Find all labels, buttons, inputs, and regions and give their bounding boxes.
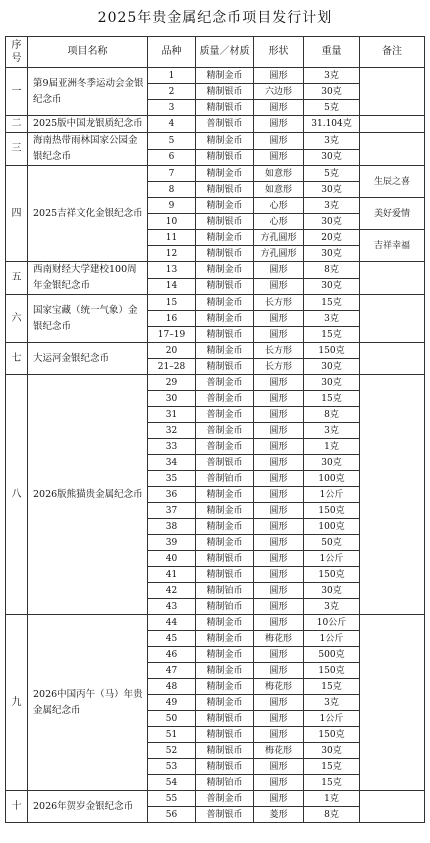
quality-material: 普制银币 [196,455,254,471]
shape: 圆形 [254,391,304,407]
remark [360,375,425,615]
quality-material: 精制银币 [196,567,254,583]
variety-number: 13 [148,262,196,279]
shape: 圆形 [254,503,304,519]
quality-material: 精制银币 [196,182,254,198]
header-variety: 品种 [148,37,196,68]
row-seq: 一 [6,68,28,116]
weight: 3克 [304,599,360,615]
weight: 8克 [304,262,360,279]
weight: 30克 [304,743,360,759]
weight: 150克 [304,343,360,359]
shape: 圆形 [254,375,304,391]
variety-number: 55 [148,791,196,807]
quality-material: 精制银币 [196,359,254,375]
variety-number: 3 [148,100,196,116]
variety-number: 40 [148,551,196,567]
row-seq: 七 [6,343,28,375]
shape: 圆形 [254,519,304,535]
quality-material: 精制金币 [196,615,254,631]
header-shape: 形状 [254,37,304,68]
quality-material: 精制铂币 [196,775,254,791]
table-row [6,116,425,133]
quality-material: 精制金币 [196,68,254,84]
weight: 30克 [304,214,360,230]
weight: 10公斤 [304,615,360,631]
variety-number: 51 [148,727,196,743]
variety-number: 14 [148,278,196,295]
weight: 30克 [304,84,360,100]
weight: 20克 [304,230,360,246]
weight: 1公斤 [304,551,360,567]
header-weight: 重量 [304,37,360,68]
weight: 31.104克 [304,116,360,133]
variety-number: 37 [148,503,196,519]
weight: 30克 [304,246,360,262]
variety-number: 21–28 [148,359,196,375]
variety-number: 44 [148,615,196,631]
variety-number: 8 [148,182,196,198]
issuance-plan-table [5,36,425,823]
remark [360,791,425,823]
weight: 3克 [304,198,360,214]
variety-number: 2 [148,84,196,100]
row-seq: 四 [6,166,28,262]
table-row [6,791,425,807]
variety-number: 20 [148,343,196,359]
quality-material: 精制银币 [196,711,254,727]
project-name: 第9届亚洲冬季运动会金银纪念币 [28,68,148,116]
variety-number: 16 [148,311,196,327]
quality-material: 精制金币 [196,133,254,150]
shape: 圆形 [254,727,304,743]
shape: 方孔圆形 [254,246,304,262]
quality-material: 精制银币 [196,214,254,230]
variety-number: 43 [148,599,196,615]
quality-material: 精制银币 [196,327,254,343]
row-seq: 二 [6,116,28,133]
row-seq: 六 [6,295,28,343]
quality-material: 普制金币 [196,375,254,391]
remark [360,295,425,343]
quality-material: 普制铂币 [196,471,254,487]
shape: 圆形 [254,116,304,133]
header-seq: 序号 [6,37,28,68]
shape: 圆形 [254,68,304,84]
shape: 圆形 [254,583,304,599]
shape: 圆形 [254,149,304,166]
table-row [6,133,425,150]
shape: 长方形 [254,343,304,359]
shape: 圆形 [254,535,304,551]
quality-material: 精制银币 [196,84,254,100]
row-seq: 五 [6,262,28,295]
variety-number: 35 [148,471,196,487]
quality-material: 精制金币 [196,647,254,663]
quality-material: 精制金币 [196,295,254,311]
weight: 15克 [304,759,360,775]
weight: 100克 [304,519,360,535]
shape: 菱形 [254,807,304,823]
variety-number: 54 [148,775,196,791]
variety-number: 42 [148,583,196,599]
shape: 心形 [254,198,304,214]
weight: 1公斤 [304,631,360,647]
quality-material: 普制金币 [196,407,254,423]
quality-material: 精制银币 [196,149,254,166]
weight: 3克 [304,133,360,150]
weight: 3克 [304,311,360,327]
variety-number: 45 [148,631,196,647]
weight: 5克 [304,100,360,116]
quality-material: 精制金币 [196,230,254,246]
variety-number: 49 [148,695,196,711]
weight: 15克 [304,775,360,791]
variety-number: 32 [148,423,196,439]
weight: 3克 [304,695,360,711]
variety-number: 34 [148,455,196,471]
quality-material: 普制金币 [196,791,254,807]
quality-material: 精制银币 [196,743,254,759]
variety-number: 31 [148,407,196,423]
variety-number: 52 [148,743,196,759]
variety-number: 5 [148,133,196,150]
quality-material: 精制银币 [196,727,254,743]
table-row [6,295,425,311]
project-name: 大运河金银纪念币 [28,343,148,375]
weight: 30克 [304,455,360,471]
shape: 如意形 [254,182,304,198]
quality-material: 精制金币 [196,679,254,695]
quality-material: 精制金币 [196,695,254,711]
remark: 生辰之喜 [360,166,425,198]
quality-material: 普制银币 [196,807,254,823]
row-seq: 十 [6,791,28,823]
weight: 30克 [304,278,360,295]
remark: 美好爱情 [360,198,425,230]
project-name: 2026年贺岁金银纪念币 [28,791,148,823]
table-row [6,262,425,279]
shape: 如意形 [254,166,304,182]
variety-number: 29 [148,375,196,391]
remark [360,68,425,116]
weight: 1克 [304,439,360,455]
quality-material: 精制金币 [196,503,254,519]
quality-material: 精制金币 [196,631,254,647]
project-name: 2025吉祥文化金银纪念币 [28,166,148,262]
project-name: 西南财经大学建校100周年金银纪念币 [28,262,148,295]
variety-number: 17–19 [148,327,196,343]
shape: 圆形 [254,311,304,327]
weight: 30克 [304,375,360,391]
row-seq: 八 [6,375,28,615]
shape: 圆形 [254,791,304,807]
variety-number: 46 [148,647,196,663]
weight: 150克 [304,663,360,679]
weight: 150克 [304,727,360,743]
shape: 圆形 [254,615,304,631]
shape: 圆形 [254,711,304,727]
remark [360,615,425,791]
quality-material: 精制银币 [196,759,254,775]
shape: 方孔圆形 [254,230,304,246]
shape: 圆形 [254,423,304,439]
quality-material: 精制银币 [196,246,254,262]
table-row [6,343,425,359]
weight: 1公斤 [304,487,360,503]
shape: 长方形 [254,359,304,375]
quality-material: 精制金币 [196,311,254,327]
remark [360,116,425,133]
shape: 圆形 [254,278,304,295]
quality-material: 精制金币 [196,198,254,214]
quality-material: 普制银币 [196,116,254,133]
shape: 心形 [254,214,304,230]
weight: 150克 [304,503,360,519]
page-title: 2025年贵金属纪念币项目发行计划 [97,10,333,26]
variety-number: 56 [148,807,196,823]
project-name: 2026中国丙午（马）年贵金属纪念币 [28,615,148,791]
shape: 圆形 [254,327,304,343]
quality-material: 精制银币 [196,100,254,116]
variety-number: 47 [148,663,196,679]
quality-material: 精制金币 [196,663,254,679]
variety-number: 53 [148,759,196,775]
weight: 8克 [304,407,360,423]
header-quality-material: 质量／材质 [196,37,254,68]
row-seq: 九 [6,615,28,791]
weight: 100克 [304,471,360,487]
variety-number: 12 [148,246,196,262]
variety-number: 9 [148,198,196,214]
quality-material: 普制金币 [196,391,254,407]
variety-number: 11 [148,230,196,246]
variety-number: 39 [148,535,196,551]
shape: 梅花形 [254,679,304,695]
weight: 3克 [304,68,360,84]
remark: 吉祥幸福 [360,230,425,262]
table-row [6,166,425,182]
shape: 圆形 [254,599,304,615]
shape: 圆形 [254,567,304,583]
shape: 圆形 [254,551,304,567]
quality-material: 普制金币 [196,423,254,439]
variety-number: 36 [148,487,196,503]
variety-number: 1 [148,68,196,84]
shape: 圆形 [254,439,304,455]
shape: 梅花形 [254,631,304,647]
weight: 50克 [304,535,360,551]
remark [360,262,425,295]
weight: 30克 [304,149,360,166]
shape: 圆形 [254,455,304,471]
weight: 8克 [304,807,360,823]
weight: 150克 [304,567,360,583]
quality-material: 精制铂币 [196,583,254,599]
weight: 15克 [304,679,360,695]
weight: 15克 [304,327,360,343]
project-name: 2026版熊猫贵金属纪念币 [28,375,148,615]
shape: 圆形 [254,471,304,487]
quality-material: 精制金币 [196,166,254,182]
table-row [6,615,425,631]
shape: 圆形 [254,262,304,279]
shape: 圆形 [254,100,304,116]
variety-number: 38 [148,519,196,535]
quality-material: 精制金币 [196,519,254,535]
weight: 1公斤 [304,711,360,727]
variety-number: 15 [148,295,196,311]
variety-number: 48 [148,679,196,695]
weight: 500克 [304,647,360,663]
quality-material: 精制银币 [196,551,254,567]
variety-number: 7 [148,166,196,182]
row-seq: 三 [6,133,28,166]
shape: 圆形 [254,487,304,503]
weight: 15克 [304,391,360,407]
weight: 15克 [304,295,360,311]
shape: 圆形 [254,695,304,711]
header-remarks: 备注 [360,37,425,68]
shape: 圆形 [254,647,304,663]
shape: 圆形 [254,663,304,679]
shape: 六边形 [254,84,304,100]
variety-number: 33 [148,439,196,455]
table-row [6,68,425,84]
variety-number: 41 [148,567,196,583]
remark [360,343,425,375]
variety-number: 6 [148,149,196,166]
weight: 3克 [304,423,360,439]
table-body [6,68,425,823]
quality-material: 精制金币 [196,535,254,551]
quality-material: 精制金币 [196,262,254,279]
weight: 5克 [304,166,360,182]
shape: 圆形 [254,775,304,791]
header-project-name: 项目名称 [28,37,148,68]
quality-material: 精制金币 [196,343,254,359]
quality-material: 精制金币 [196,487,254,503]
shape: 圆形 [254,759,304,775]
weight: 30克 [304,182,360,198]
shape: 圆形 [254,407,304,423]
shape: 长方形 [254,295,304,311]
variety-number: 50 [148,711,196,727]
project-name: 2025版中国龙银质纪念币 [28,116,148,133]
table-row [6,375,425,391]
variety-number: 30 [148,391,196,407]
shape: 梅花形 [254,743,304,759]
weight: 1克 [304,791,360,807]
remark [360,133,425,166]
quality-material: 精制铂币 [196,599,254,615]
weight: 30克 [304,583,360,599]
project-name: 国家宝藏（统一气象）金银纪念币 [28,295,148,343]
table-header-row [6,37,425,68]
quality-material: 精制银币 [196,278,254,295]
weight: 30克 [304,359,360,375]
project-name: 海南热带雨林国家公园金银纪念币 [28,133,148,166]
quality-material: 普制金币 [196,439,254,455]
variety-number: 4 [148,116,196,133]
shape: 圆形 [254,133,304,150]
variety-number: 10 [148,214,196,230]
